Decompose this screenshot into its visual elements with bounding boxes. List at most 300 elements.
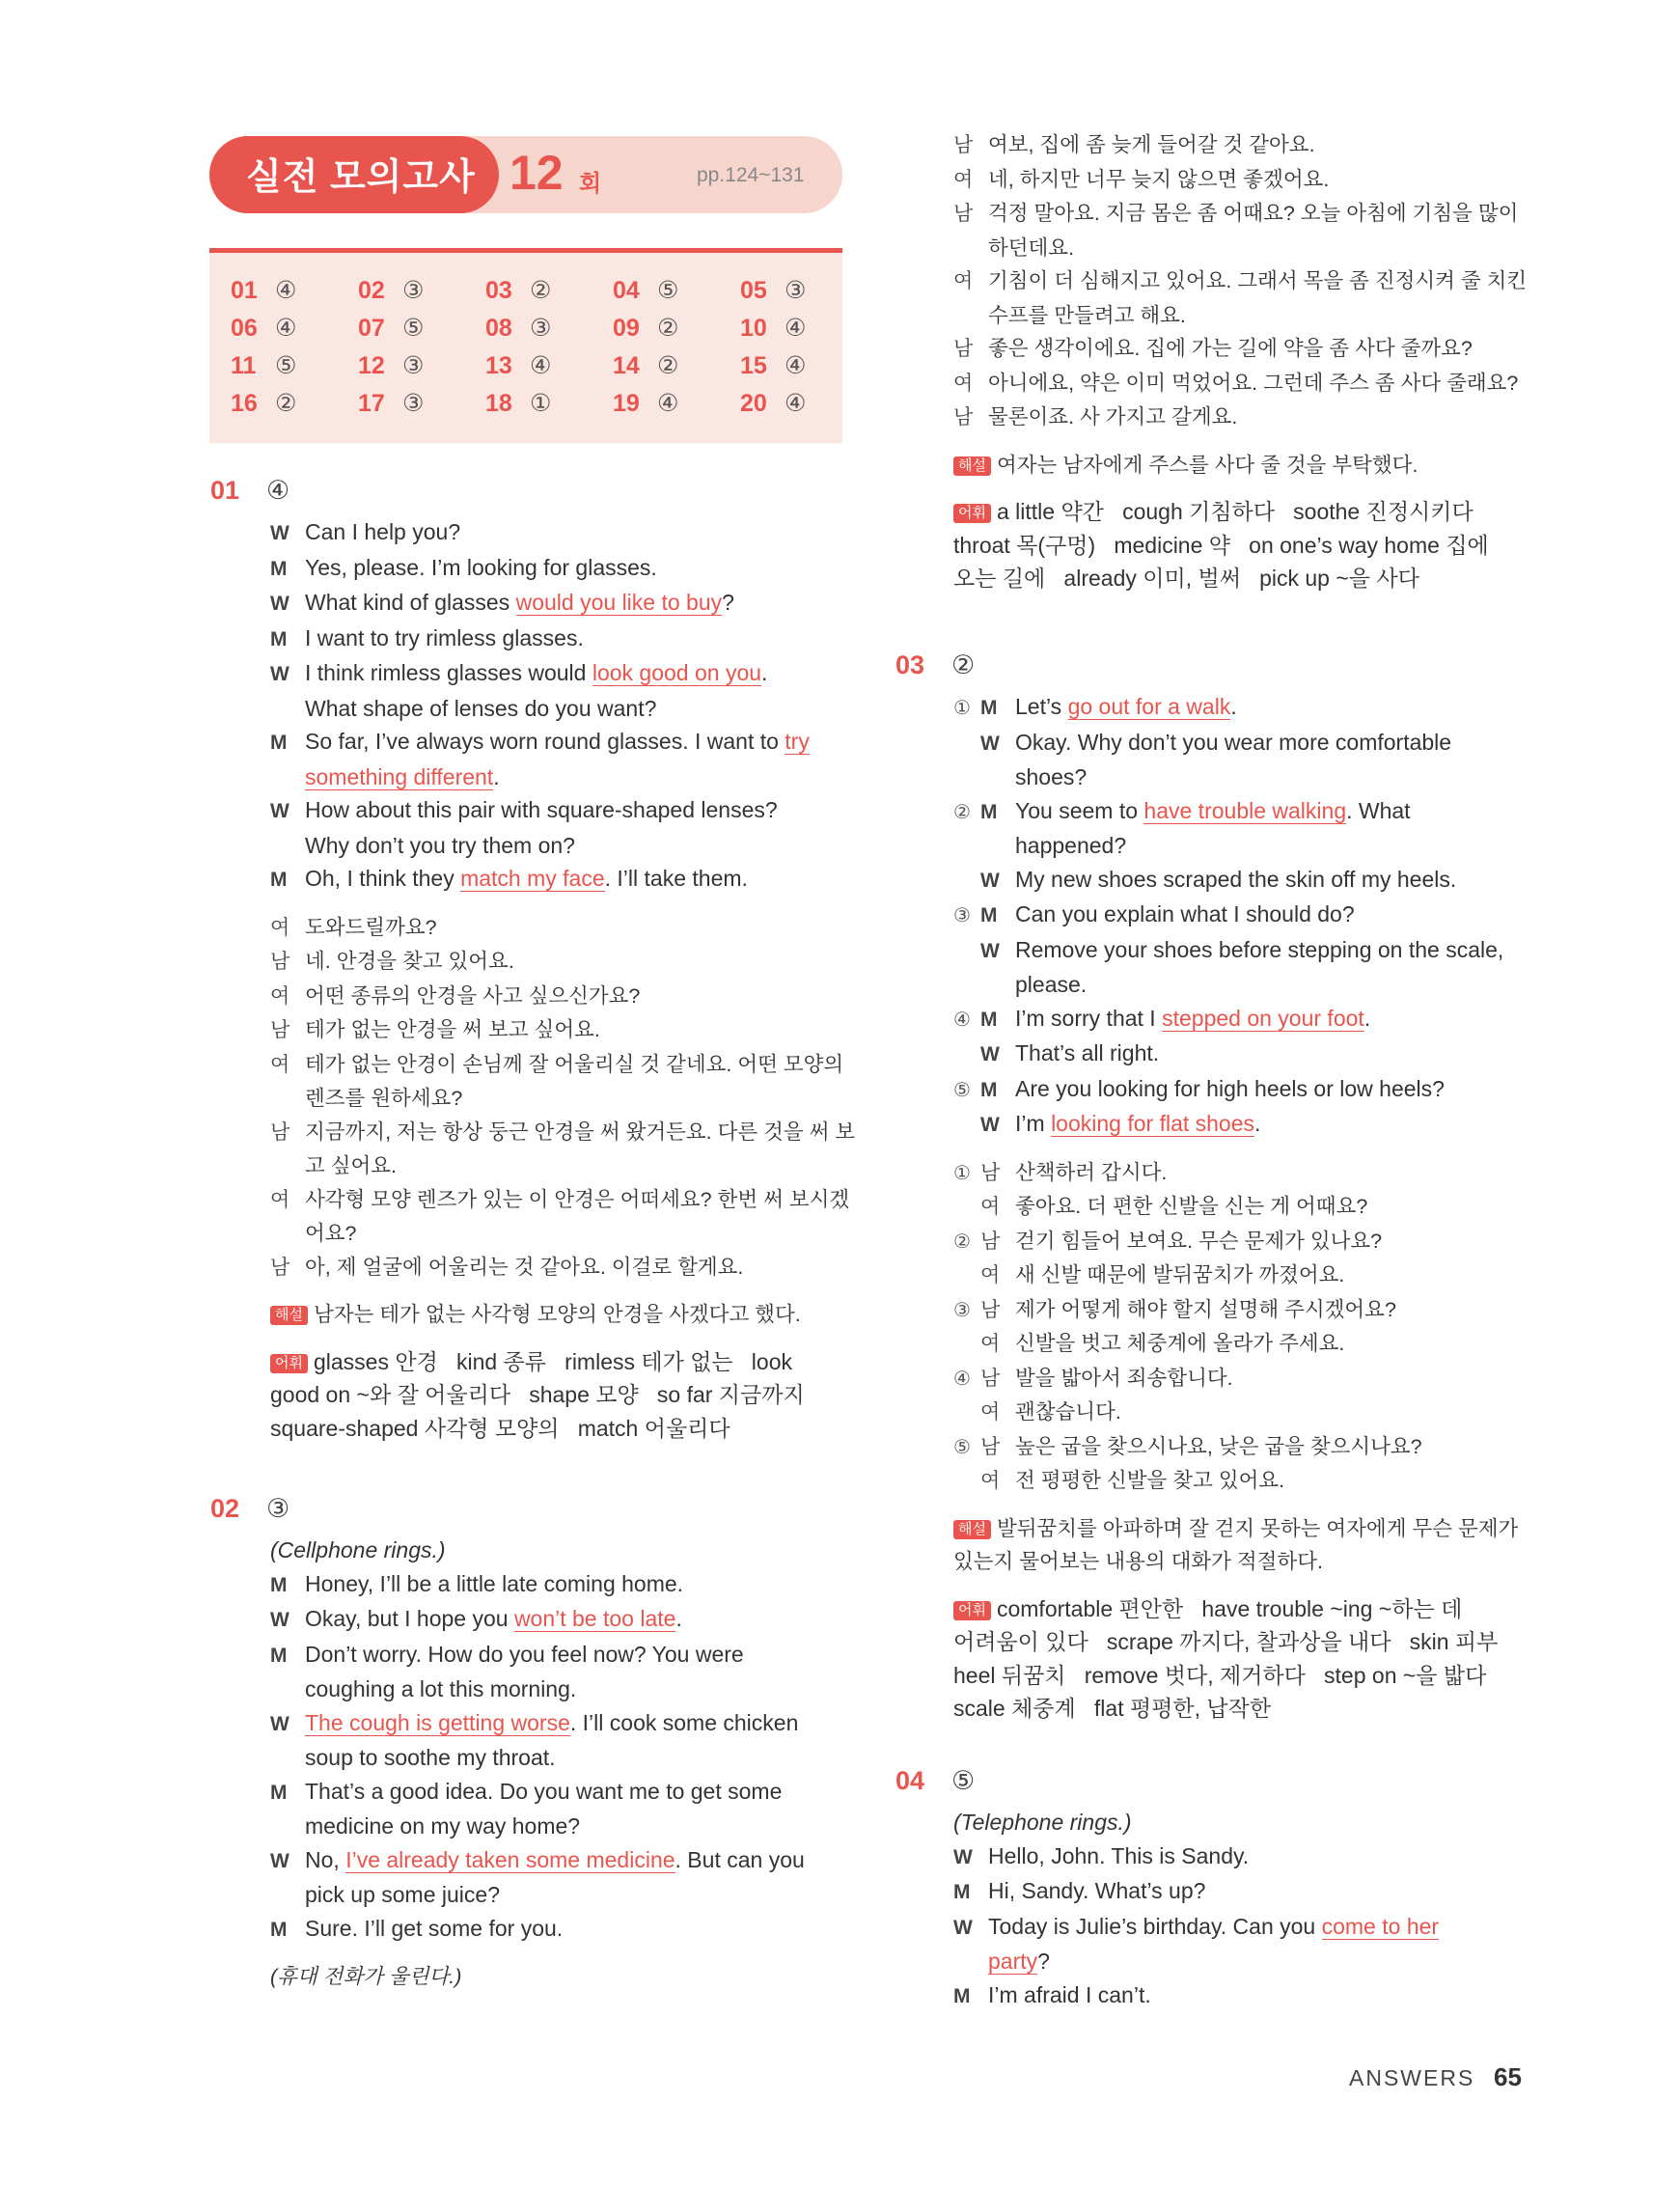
- speaker-label: W: [270, 1609, 289, 1631]
- text-segment: I think rimless glasses would: [305, 660, 592, 685]
- dialogue-korean-intro: (휴대 전화가 울린다.): [270, 1965, 462, 1988]
- dialogue-korean: [953, 128, 1571, 435]
- speaker-label: M: [980, 1008, 998, 1031]
- line-text: [988, 1910, 1439, 1944]
- question-02: [210, 1494, 847, 1994]
- dialogue-intro: (Cellphone rings.): [270, 1537, 446, 1562]
- answer-key-number: 03: [485, 277, 512, 304]
- answer-key-item: [740, 351, 806, 380]
- line-text: [1015, 863, 1456, 897]
- line-text: 하던데요.: [988, 235, 1075, 260]
- answer-key-number: 08: [485, 315, 512, 342]
- speaker-label: M: [980, 904, 998, 926]
- dialogue-intro: (Telephone rings.): [953, 1810, 1132, 1835]
- answer-key-item: [358, 314, 424, 343]
- speaker-label: 여: [953, 168, 974, 191]
- answer-key-choice: ④: [275, 315, 297, 342]
- text-segment: soup to soothe my throat.: [305, 1745, 556, 1770]
- explanation-text: 발뒤꿈치를 아파하며 잘 걷지 못하는 여자에게 무슨 문제가: [996, 1516, 1519, 1540]
- speaker-label: M: [270, 1918, 288, 1941]
- text-segment: .: [1230, 694, 1237, 719]
- question-number: 02 ③: [210, 1494, 290, 1523]
- korean-line: [953, 1190, 1571, 1225]
- line-text: 어요?: [305, 1222, 357, 1245]
- speaker-label: W: [953, 1845, 973, 1868]
- speaker-label: W: [270, 593, 289, 615]
- answer-blank: stepped on your foot: [1162, 1005, 1364, 1031]
- dialogue-line: [270, 656, 847, 692]
- line-text: [1015, 1072, 1445, 1106]
- speaker-label: M: [270, 869, 288, 891]
- choice-number: ④: [953, 1368, 971, 1390]
- line-text: [1015, 794, 1411, 828]
- dialogue-english: [895, 1839, 1571, 2014]
- dialogue-line: [270, 1638, 847, 1673]
- answer-key-item: [231, 314, 296, 343]
- korean-line: [270, 1048, 847, 1083]
- line-text: [305, 1638, 744, 1672]
- speaker-label: M: [270, 1781, 288, 1804]
- test-number: 12: [510, 146, 564, 200]
- choice-number: ⑤: [953, 1079, 971, 1101]
- answer-key-choice: ③: [402, 277, 425, 304]
- question-03: [895, 650, 1571, 1726]
- answer-key-number: 07: [358, 315, 385, 342]
- text-segment: Hi, Sandy. What’s up?: [988, 1878, 1206, 1903]
- answer-key-item: [231, 276, 296, 305]
- text-segment: ?: [1037, 1949, 1050, 1974]
- speaker-label: M: [270, 557, 288, 580]
- korean-line: [953, 1430, 1571, 1465]
- speaker-label: 남: [953, 406, 974, 429]
- line-text: 렌즈를 원하세요?: [305, 1087, 463, 1110]
- dialogue-line: [270, 862, 847, 898]
- answer-blank: won’t be too late: [513, 1606, 676, 1631]
- dialogue-english: [210, 515, 847, 898]
- text-segment: .: [1363, 1005, 1371, 1031]
- korean-line: [953, 1293, 1571, 1328]
- dialogue-line: [953, 1945, 1571, 1978]
- speaker-label: W: [270, 1849, 289, 1872]
- answer-key-box: [209, 248, 842, 443]
- vocab-text: comfortable 편안한 have trouble ~ing ~하는 데: [996, 1595, 1463, 1621]
- line-text: 수프를 만들려고 해요.: [988, 303, 1186, 327]
- vocab-text: heel 뒤꿈치 remove 벗다, 제거하다 step on ~을 밟다: [953, 1662, 1487, 1688]
- answer-key-choice: ⑤: [275, 352, 297, 379]
- line-text: 높은 굽을 찾으시나요, 낮은 굽을 찾으시나요?: [1015, 1434, 1422, 1458]
- answer-blank: The cough is getting worse: [305, 1709, 570, 1735]
- choice-number: ①: [953, 1162, 971, 1184]
- answer-blank: go out for a walk: [1067, 694, 1231, 719]
- speaker-label: 여: [270, 984, 290, 1008]
- dialogue-line: [270, 1741, 847, 1775]
- vocab-text: good on ~와 잘 어울리다 shape 모양 so far 지금까지: [270, 1382, 805, 1407]
- line-text: [305, 725, 810, 759]
- choice-number: ③: [953, 1299, 971, 1321]
- answer-key-choice: ③: [785, 277, 807, 304]
- answer-key-choice: ④: [785, 390, 807, 417]
- answer-key-choice: ②: [657, 352, 679, 379]
- speaker-label: M: [953, 1881, 971, 1903]
- dialogue-line: [270, 760, 847, 794]
- korean-line: [953, 128, 1571, 163]
- line-text: [305, 1878, 500, 1912]
- dialogue-line: [270, 1706, 847, 1742]
- dialogue-korean: [895, 1156, 1571, 1499]
- dialogue-line: [953, 933, 1571, 969]
- explanation-tag: 해설: [953, 1520, 991, 1539]
- vocab-text: a little 약간 cough 기침하다 soothe 진정시키다: [996, 499, 1473, 524]
- speaker-label: 남: [980, 1298, 1001, 1321]
- text-segment: So far, I’ve always worn round glasses. I want to: [305, 729, 785, 754]
- answer-key-item: [358, 276, 424, 305]
- answer-key-number: 15: [740, 352, 767, 379]
- text-segment: Let’s: [1015, 694, 1068, 719]
- line-text: [1015, 1002, 1370, 1036]
- vocab-text: throat 목(구멍) medicine 약 on one’s way home 집에: [953, 532, 1489, 558]
- speaker-label: 여: [270, 1188, 290, 1211]
- answer-key-number: 17: [358, 390, 385, 417]
- speaker-label: 남: [980, 1230, 1001, 1253]
- text-segment: How about this pair with square-shaped lenses?: [305, 797, 778, 822]
- answer-key-item: [613, 314, 678, 343]
- speaker-label: 남: [270, 1120, 290, 1144]
- answer-key-number: 10: [740, 315, 767, 342]
- text-segment: What kind of glasses: [305, 590, 516, 615]
- vocabulary: [895, 1592, 1571, 1726]
- line-text: [1015, 1037, 1159, 1070]
- dialogue-line: [270, 793, 847, 829]
- speaker-label: 여: [980, 1470, 1001, 1492]
- speaker-label: M: [953, 1984, 971, 2007]
- vocab-line: [953, 562, 1571, 595]
- speaker-label: 여: [980, 1333, 1001, 1355]
- vocab-line: [953, 529, 1571, 563]
- speaker-label: W: [980, 939, 1000, 962]
- dialogue-line: [953, 794, 1571, 830]
- answer-key-number: 11: [231, 352, 257, 379]
- answer-key-item: [358, 351, 424, 380]
- answer-key-number: 16: [231, 390, 258, 417]
- answer-key-number: 19: [613, 390, 640, 417]
- line-text: 아, 제 얼굴에 어울리는 것 같아요. 이걸로 할게요.: [305, 1255, 744, 1279]
- answer-key-item: [485, 351, 551, 380]
- answer-key-choice: ④: [785, 352, 807, 379]
- speaker-label: 여: [980, 1264, 1001, 1286]
- dialogue-line: [953, 760, 1571, 794]
- test-number-suffix: 회: [579, 171, 602, 197]
- text-segment: Can I help you?: [305, 519, 461, 544]
- text-segment: .: [493, 763, 500, 789]
- line-text: [988, 1874, 1205, 1908]
- line-text: [305, 1567, 683, 1601]
- text-segment: happened?: [1015, 833, 1127, 858]
- answer-key-item: [485, 276, 551, 305]
- answer-key-item: [740, 389, 806, 418]
- speaker-label: M: [270, 1573, 288, 1596]
- text-segment: ?: [722, 590, 734, 615]
- text-segment: shoes?: [1015, 764, 1088, 789]
- text-segment: I’m sorry that I: [1015, 1005, 1163, 1031]
- dialogue-line: [270, 1673, 847, 1706]
- answer-key-number: 02: [358, 277, 385, 304]
- dialogue-line: [953, 1910, 1571, 1946]
- answer-blank: try: [785, 729, 810, 754]
- line-text: 테가 없는 안경이 손님께 잘 어울리실 것 같네요. 어떤 모양의: [305, 1052, 844, 1076]
- line-text: [305, 692, 656, 726]
- answer-key-item: [231, 351, 296, 380]
- vocab-text: 어려움이 있다 scrape 까지다, 찰과상을 내다 skin 피부: [953, 1629, 1499, 1654]
- vocab-line: [270, 1345, 847, 1379]
- dialogue-line: [953, 726, 1571, 761]
- answer-key-choice: ⑤: [657, 277, 679, 304]
- line-text: [1015, 1107, 1260, 1141]
- answer-blank: party: [988, 1949, 1038, 1974]
- question-02-continued: [953, 128, 1571, 595]
- line-text: 지금까지, 저는 항상 둥근 안경을 써 왔거든요. 다른 것을 써 보: [305, 1120, 856, 1144]
- line-text: [305, 1741, 556, 1775]
- answer-key-number: 12: [358, 352, 385, 379]
- korean-line: [953, 1156, 1571, 1191]
- line-text: [305, 1602, 682, 1636]
- dialogue-line: [953, 829, 1571, 863]
- explanation-tag: 해설: [270, 1306, 308, 1325]
- dialogue-line: [270, 1912, 847, 1948]
- text-segment: I’m: [1015, 1111, 1052, 1136]
- line-text: [305, 622, 584, 655]
- line-text: 어떤 종류의 안경을 사고 싶으신가요?: [305, 983, 641, 1008]
- line-text: 아니에요, 약은 이미 먹었어요. 그런데 주스 좀 사다 줄래요?: [988, 371, 1519, 395]
- korean-line: [270, 911, 847, 946]
- explanation-text: 있는지 물어보는 내용의 대화가 적절하다.: [953, 1550, 1323, 1573]
- speaker-label: W: [270, 663, 289, 685]
- answer-key-choice: ②: [275, 390, 297, 417]
- text-segment: Sure. I’ll get some for you.: [305, 1915, 564, 1941]
- korean-line: [953, 163, 1571, 198]
- text-segment: Are you looking for high heels or low heels?: [1015, 1075, 1445, 1101]
- line-text: [305, 515, 460, 549]
- speaker-label: 여: [270, 1053, 290, 1076]
- line-text: [305, 793, 778, 827]
- korean-line: [953, 1327, 1571, 1362]
- text-segment: Yes, please. I’m looking for glasses.: [305, 554, 657, 580]
- answer-key-item: [613, 276, 678, 305]
- line-text: [1015, 933, 1503, 967]
- page-number: 65: [1494, 2062, 1522, 2091]
- vocabulary: [953, 495, 1571, 595]
- dialogue-line: [953, 690, 1571, 726]
- dialogue-line: [953, 1072, 1571, 1108]
- answer-key-item: [613, 389, 678, 418]
- line-text: [305, 760, 500, 794]
- speaker-label: 남: [953, 338, 974, 360]
- answer-key-item: [740, 314, 806, 343]
- line-text: 걱정 말아요. 지금 몸은 좀 어때요? 오늘 아침에 기침을 많이: [988, 202, 1519, 225]
- line-text: 테가 없는 안경을 써 보고 싶어요.: [305, 1018, 600, 1041]
- dialogue-line: [270, 692, 847, 726]
- text-segment: You seem to: [1015, 797, 1144, 823]
- speaker-label: M: [980, 697, 998, 719]
- line-text: 여보, 집에 좀 늦게 들어갈 것 같아요.: [988, 133, 1315, 156]
- answer-blank: something different: [305, 763, 494, 789]
- vocab-text: square-shaped 사각형 모양의 match 어울리다: [270, 1415, 730, 1441]
- korean-line: [270, 1116, 856, 1150]
- answer-key-item: [613, 351, 678, 380]
- line-text: 전 평평한 신발을 찾고 있어요.: [1015, 1469, 1285, 1492]
- dialogue-line: [270, 829, 847, 863]
- vocab-text: scale 체중계 flat 평평한, 납작한: [953, 1696, 1272, 1721]
- dialogue-line: [270, 622, 847, 657]
- dialogue-line: [953, 898, 1571, 933]
- page-range: pp.124~131: [697, 164, 805, 186]
- line-text: 발을 밟아서 죄송합니다.: [1015, 1366, 1233, 1390]
- answer-blank: match my face: [460, 866, 605, 891]
- text-segment: Don’t worry. How do you feel now? You were: [305, 1641, 744, 1667]
- speaker-label: 여: [980, 1401, 1001, 1424]
- korean-line: [270, 1082, 847, 1116]
- answer-key-number: 04: [613, 277, 640, 304]
- line-text: 산책하러 갑시다.: [1015, 1160, 1168, 1184]
- korean-line: [953, 299, 1571, 333]
- korean-line: [270, 1183, 850, 1218]
- line-text: 도와드릴까요?: [305, 915, 437, 939]
- text-segment: . I’ll cook some chicken: [569, 1709, 799, 1735]
- explanation-line: [953, 1512, 1571, 1546]
- speaker-label: M: [270, 627, 288, 650]
- line-text: [305, 1673, 576, 1706]
- text-segment: I want to try rimless glasses.: [305, 624, 584, 650]
- korean-line: [270, 1217, 847, 1251]
- answer-key-item: [485, 314, 551, 343]
- explanation: [895, 1512, 1571, 1579]
- vocab-line: [953, 1659, 1571, 1693]
- text-segment: pick up some juice?: [305, 1882, 500, 1907]
- answer-key-number: 06: [231, 315, 258, 342]
- korean-line: [953, 1396, 1571, 1430]
- answer-key-choice: ③: [402, 390, 425, 417]
- explanation-tag: 해설: [953, 456, 991, 476]
- answer-key-choice: ⑤: [402, 315, 425, 342]
- question-01: [210, 476, 856, 1445]
- speaker-label: 남: [980, 1435, 1001, 1458]
- speaker-label: 남: [953, 203, 974, 225]
- korean-line: [953, 1258, 1571, 1293]
- korean-line: [953, 401, 1571, 435]
- line-text: 네, 하지만 너무 늦지 않으면 좋겠어요.: [988, 167, 1330, 191]
- line-text: 좋은 생각이에요. 집에 가는 길에 약을 좀 사다 줄까요?: [988, 337, 1473, 360]
- vocab-line: [270, 1412, 847, 1446]
- question-04: [895, 1766, 1571, 2013]
- text-segment: .: [1254, 1111, 1261, 1136]
- dialogue-english: [895, 690, 1571, 1143]
- line-text: [305, 586, 734, 620]
- line-text: 제가 어떻게 해야 할지 설명해 주시겠어요?: [1015, 1297, 1396, 1321]
- text-segment: .: [675, 1606, 682, 1631]
- answer-key-item: [231, 389, 296, 418]
- line-text: 걷기 힘들어 보여요. 무슨 문제가 있나요?: [1015, 1229, 1383, 1253]
- line-text: [988, 1945, 1050, 1978]
- vocab-text: glasses 안경 kind 종류 rimless 테가 없는 look: [313, 1348, 792, 1374]
- dialogue-line: [953, 1107, 1571, 1143]
- choice-number: ④: [953, 1009, 971, 1031]
- speaker-label: M: [270, 1644, 288, 1667]
- answer-key-choice: ③: [402, 352, 425, 379]
- speaker-label: W: [980, 732, 1000, 755]
- line-text: [305, 1810, 580, 1843]
- answer-key-item: [358, 389, 424, 418]
- text-segment: . I’ll take them.: [604, 866, 748, 891]
- line-text: 사각형 모양 렌즈가 있는 이 안경은 어떠세요? 한번 써 보시겠: [305, 1187, 850, 1211]
- text-segment: please.: [1015, 972, 1088, 997]
- dialogue-line: [953, 1874, 1571, 1910]
- text-segment: That’s all right.: [1015, 1040, 1160, 1065]
- dialogue-line: [270, 1567, 847, 1603]
- answer-blank: I’ve already taken some medicine: [345, 1846, 675, 1872]
- line-text: 좋아요. 더 편한 신발을 신는 게 어때요?: [1015, 1195, 1368, 1218]
- dialogue-line: [270, 1602, 847, 1638]
- answer-blank: have trouble walking: [1143, 797, 1347, 823]
- speaker-label: W: [270, 1712, 289, 1735]
- choice-number: ②: [953, 801, 971, 823]
- text-segment: .: [761, 660, 768, 685]
- vocab-tag: 어휘: [270, 1354, 308, 1373]
- text-segment: Today is Julie’s birthday. Can you: [988, 1913, 1322, 1939]
- line-text: [1015, 760, 1087, 794]
- vocab-line: [953, 495, 1571, 529]
- speaker-label: M: [270, 732, 288, 754]
- korean-line: [953, 264, 1571, 299]
- dialogue-line: [270, 551, 847, 587]
- test-title: 실전 모의고사: [246, 157, 476, 198]
- korean-line: [270, 1013, 847, 1048]
- vocab-line: [953, 1625, 1571, 1659]
- line-text: [305, 1706, 798, 1740]
- korean-line: [953, 1464, 1571, 1499]
- vocabulary: [210, 1345, 847, 1446]
- answer-key-number: 18: [485, 390, 512, 417]
- text-segment: Oh, I think they: [305, 866, 461, 891]
- choice-number: ⑤: [953, 1436, 971, 1458]
- text-segment: No,: [305, 1846, 346, 1872]
- answer-key-number: 01: [231, 277, 258, 304]
- speaker-label: M: [980, 800, 998, 823]
- explanation-line: [953, 1545, 1571, 1579]
- dialogue-line: [270, 1843, 847, 1879]
- korean-line: [953, 367, 1571, 401]
- line-text: 괜찮습니다.: [1015, 1400, 1121, 1424]
- text-segment: . But can you: [675, 1846, 805, 1872]
- text-segment: . What: [1346, 797, 1411, 823]
- line-text: [305, 1775, 782, 1809]
- dialogue-line: [270, 586, 847, 622]
- question-number: 03 ②: [895, 650, 976, 679]
- dialogue-line: [953, 1037, 1571, 1072]
- line-text: [1015, 898, 1355, 931]
- text-segment: coughing a lot this morning.: [305, 1676, 577, 1701]
- answer-key-number: 13: [485, 352, 512, 379]
- answer-key-number: 05: [740, 277, 767, 304]
- answer-key-choice: ①: [530, 390, 552, 417]
- question-number: 01 ④: [210, 476, 290, 505]
- speaker-label: W: [270, 800, 289, 822]
- footer-label: ANSWERS: [1349, 2065, 1475, 2090]
- text-segment: Remove your shoes before stepping on the scale,: [1015, 936, 1504, 962]
- line-text: 신발을 벗고 체중계에 올라가 주세요.: [1015, 1332, 1345, 1355]
- text-segment: Hello, John. This is Sandy.: [988, 1842, 1250, 1868]
- text-segment: I’m afraid I can’t.: [988, 1981, 1151, 2007]
- answer-blank: looking for flat shoes: [1051, 1111, 1255, 1136]
- dialogue-korean: [210, 911, 856, 1286]
